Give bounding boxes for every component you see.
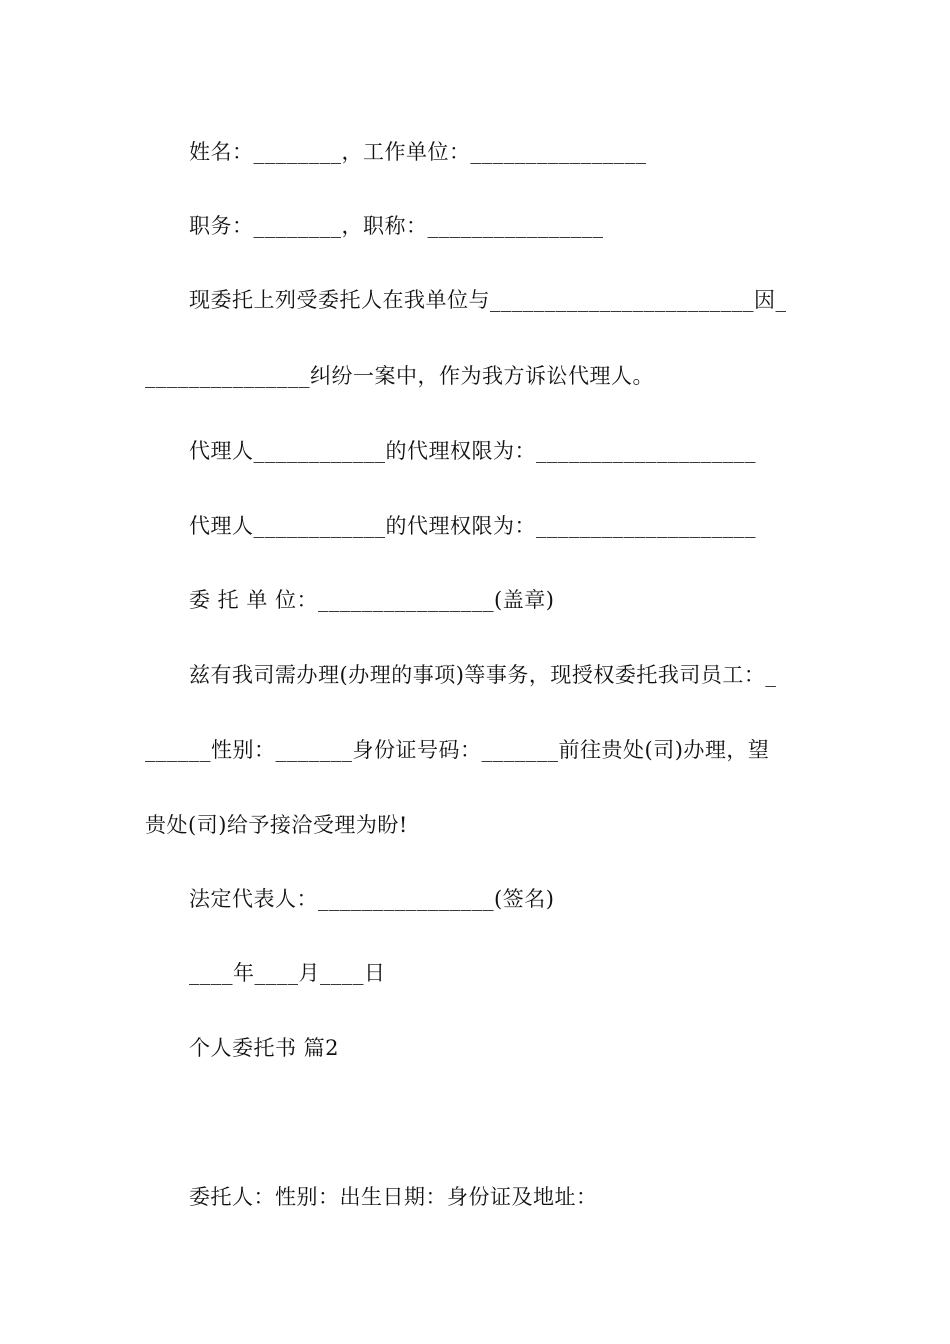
agent-authority-line-2: 代理人____________的代理权限为：____________________ bbox=[189, 514, 756, 538]
section-heading: 个人委托书 篇2 bbox=[189, 1036, 340, 1060]
request-line: 贵处(司)给予接洽受理为盼! bbox=[145, 813, 408, 837]
principal-info-line: 委托人：性别：出生日期：身份证及地址： bbox=[189, 1185, 598, 1209]
agent-authority-line-1: 代理人____________的代理权限为：____________________ bbox=[189, 439, 756, 463]
entrusting-unit-line: 委 托 单 位：________________(盖章) bbox=[189, 588, 555, 612]
legal-representative-line: 法定代表人：________________(签名) bbox=[189, 887, 555, 911]
entrust-statement-line: 现委托上列受委托人在我单位与________________________因_ bbox=[189, 288, 787, 312]
employee-info-line: ______性别：_______身份证号码：_______前往贵处(司)办理，望 bbox=[145, 738, 770, 762]
date-line: ____年____月____日 bbox=[189, 961, 386, 985]
dispute-line: _______________纠纷一案中，作为我方诉讼代理人。 bbox=[145, 364, 654, 388]
authorization-statement-line: 兹有我司需办理(办理的事项)等事务，现授权委托我司员工：_ bbox=[189, 663, 777, 687]
name-workplace-line: 姓名：________，工作单位：________________ bbox=[189, 140, 647, 164]
position-title-line: 职务：________，职称：________________ bbox=[189, 214, 604, 238]
